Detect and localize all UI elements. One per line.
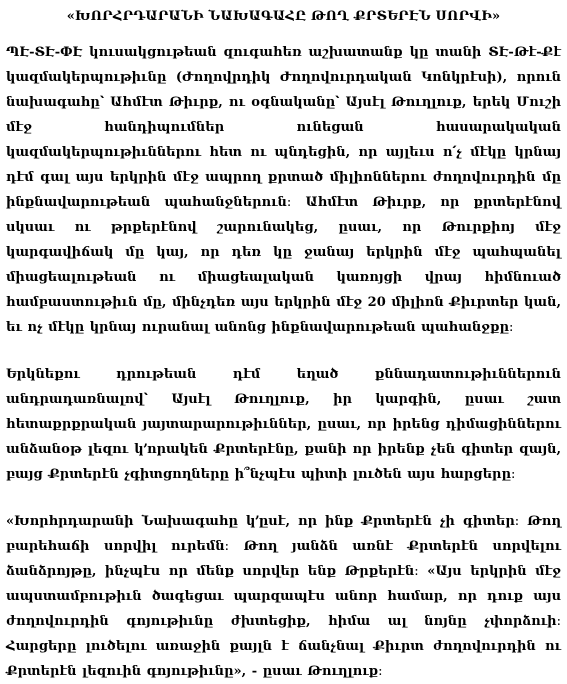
article-paragraph-1: ՊԷ-ՏԷ-ՓԷ կուսակցութեան զուգահեռ աշխատանք կը տանի ՏԷ-Թէ-Քէ կազմակերպութիւնը (Ժողովրդիկ Ժողովուրդական Կոնկրէսի), որուն նախագահը՝ Ահմէտ Թիւրք, ու օգնականը՝ Այսէլ Թուղլուք, երեկ Մուշի մէջ հանդիպումներ ունեցան հասարակական կազմակերպութիւններու հետ ու պնդեցին, որ այլեւս ո՛չ մէկը կրնայ դէմ գալ այս երկրին մէջ ապրող քրտած միլիոններու ժողովուրդին մը ինքնավարութեան պահանջներուն։ Ահմէտ Թիւրք, որ քրտերէնով սկսաւ ու թրքերէնով շարունակեց, ըսաւ, որ Թուրքիոյ մէջ կարգավիճակ մը կայ, որ դեռ կը ջանայ երկրին մէջ պահպանել միացեալութեան ու միացեալական կառոյցի վրայ հիմնուած համբաստութիւն մը, մինչդեռ այս երկրին մէջ 20 միլիոն Քիւրտեր կան, եւ ոչ մէկը կրնայ ուրանալ անոնց ինքնավարութեան պահանջքը։ — [6, 45, 561, 335]
article-paragraph-2: Երկնեքու դրութեան դէմ եղած քննադատութիւններուն անդրադառնալով՝ Այսէլ Թուղլուք, իր կարգին, ըսաւ շատ հետաքրքրական յայտարարութիւններ, ըսաւ, որ իրենց դիմացիններու անձանօթ լեզու կ՚որակեն Քրտերէնը, քանի որ իրենք չեն գիտեր զայն, բայց Քրտերէն չգիտցողները ի՞նչպէս պիտի լուծեն այս հարցերը։ — [6, 367, 561, 482]
article-paragraph-3: «Խորհրդարանի Նախագահը կ՚ըսէ, որ ինք Քրտերէն չի գիտեր։ Թող բարեհաճի սորվիլ ուրեմն։ Թող յանձն առնէ Քրտերէն սորվելու ձանձրոյթը, ինչպէս որ մենք սորվեր ենք Թրքերէն։ «Այս երկրին մէջ ապստամբութիւն ծագեցաւ պարզապէս անոր համար, որ դուք այս ժողովուրդին գոյութիւնը ժխտեցիք, հիմա ալ նոյնը չփորձուի։ Հարցերը լուծելու առաջին քայլն է ճանչնալ Քիւրտ ժողովուրդին ու Քրտերէն լեզուին գոյութիւնը», - ըսաւ Թուղլուք։ — [6, 514, 561, 679]
article-title: «ԽՈՐՀՐԴԱՐԱՆԻ ՆԱԽԱԳԱՀԸ ԹՈՂ ՔՐՏԵՐԷՆ ՍՈՐՎԻ» — [66, 9, 501, 24]
